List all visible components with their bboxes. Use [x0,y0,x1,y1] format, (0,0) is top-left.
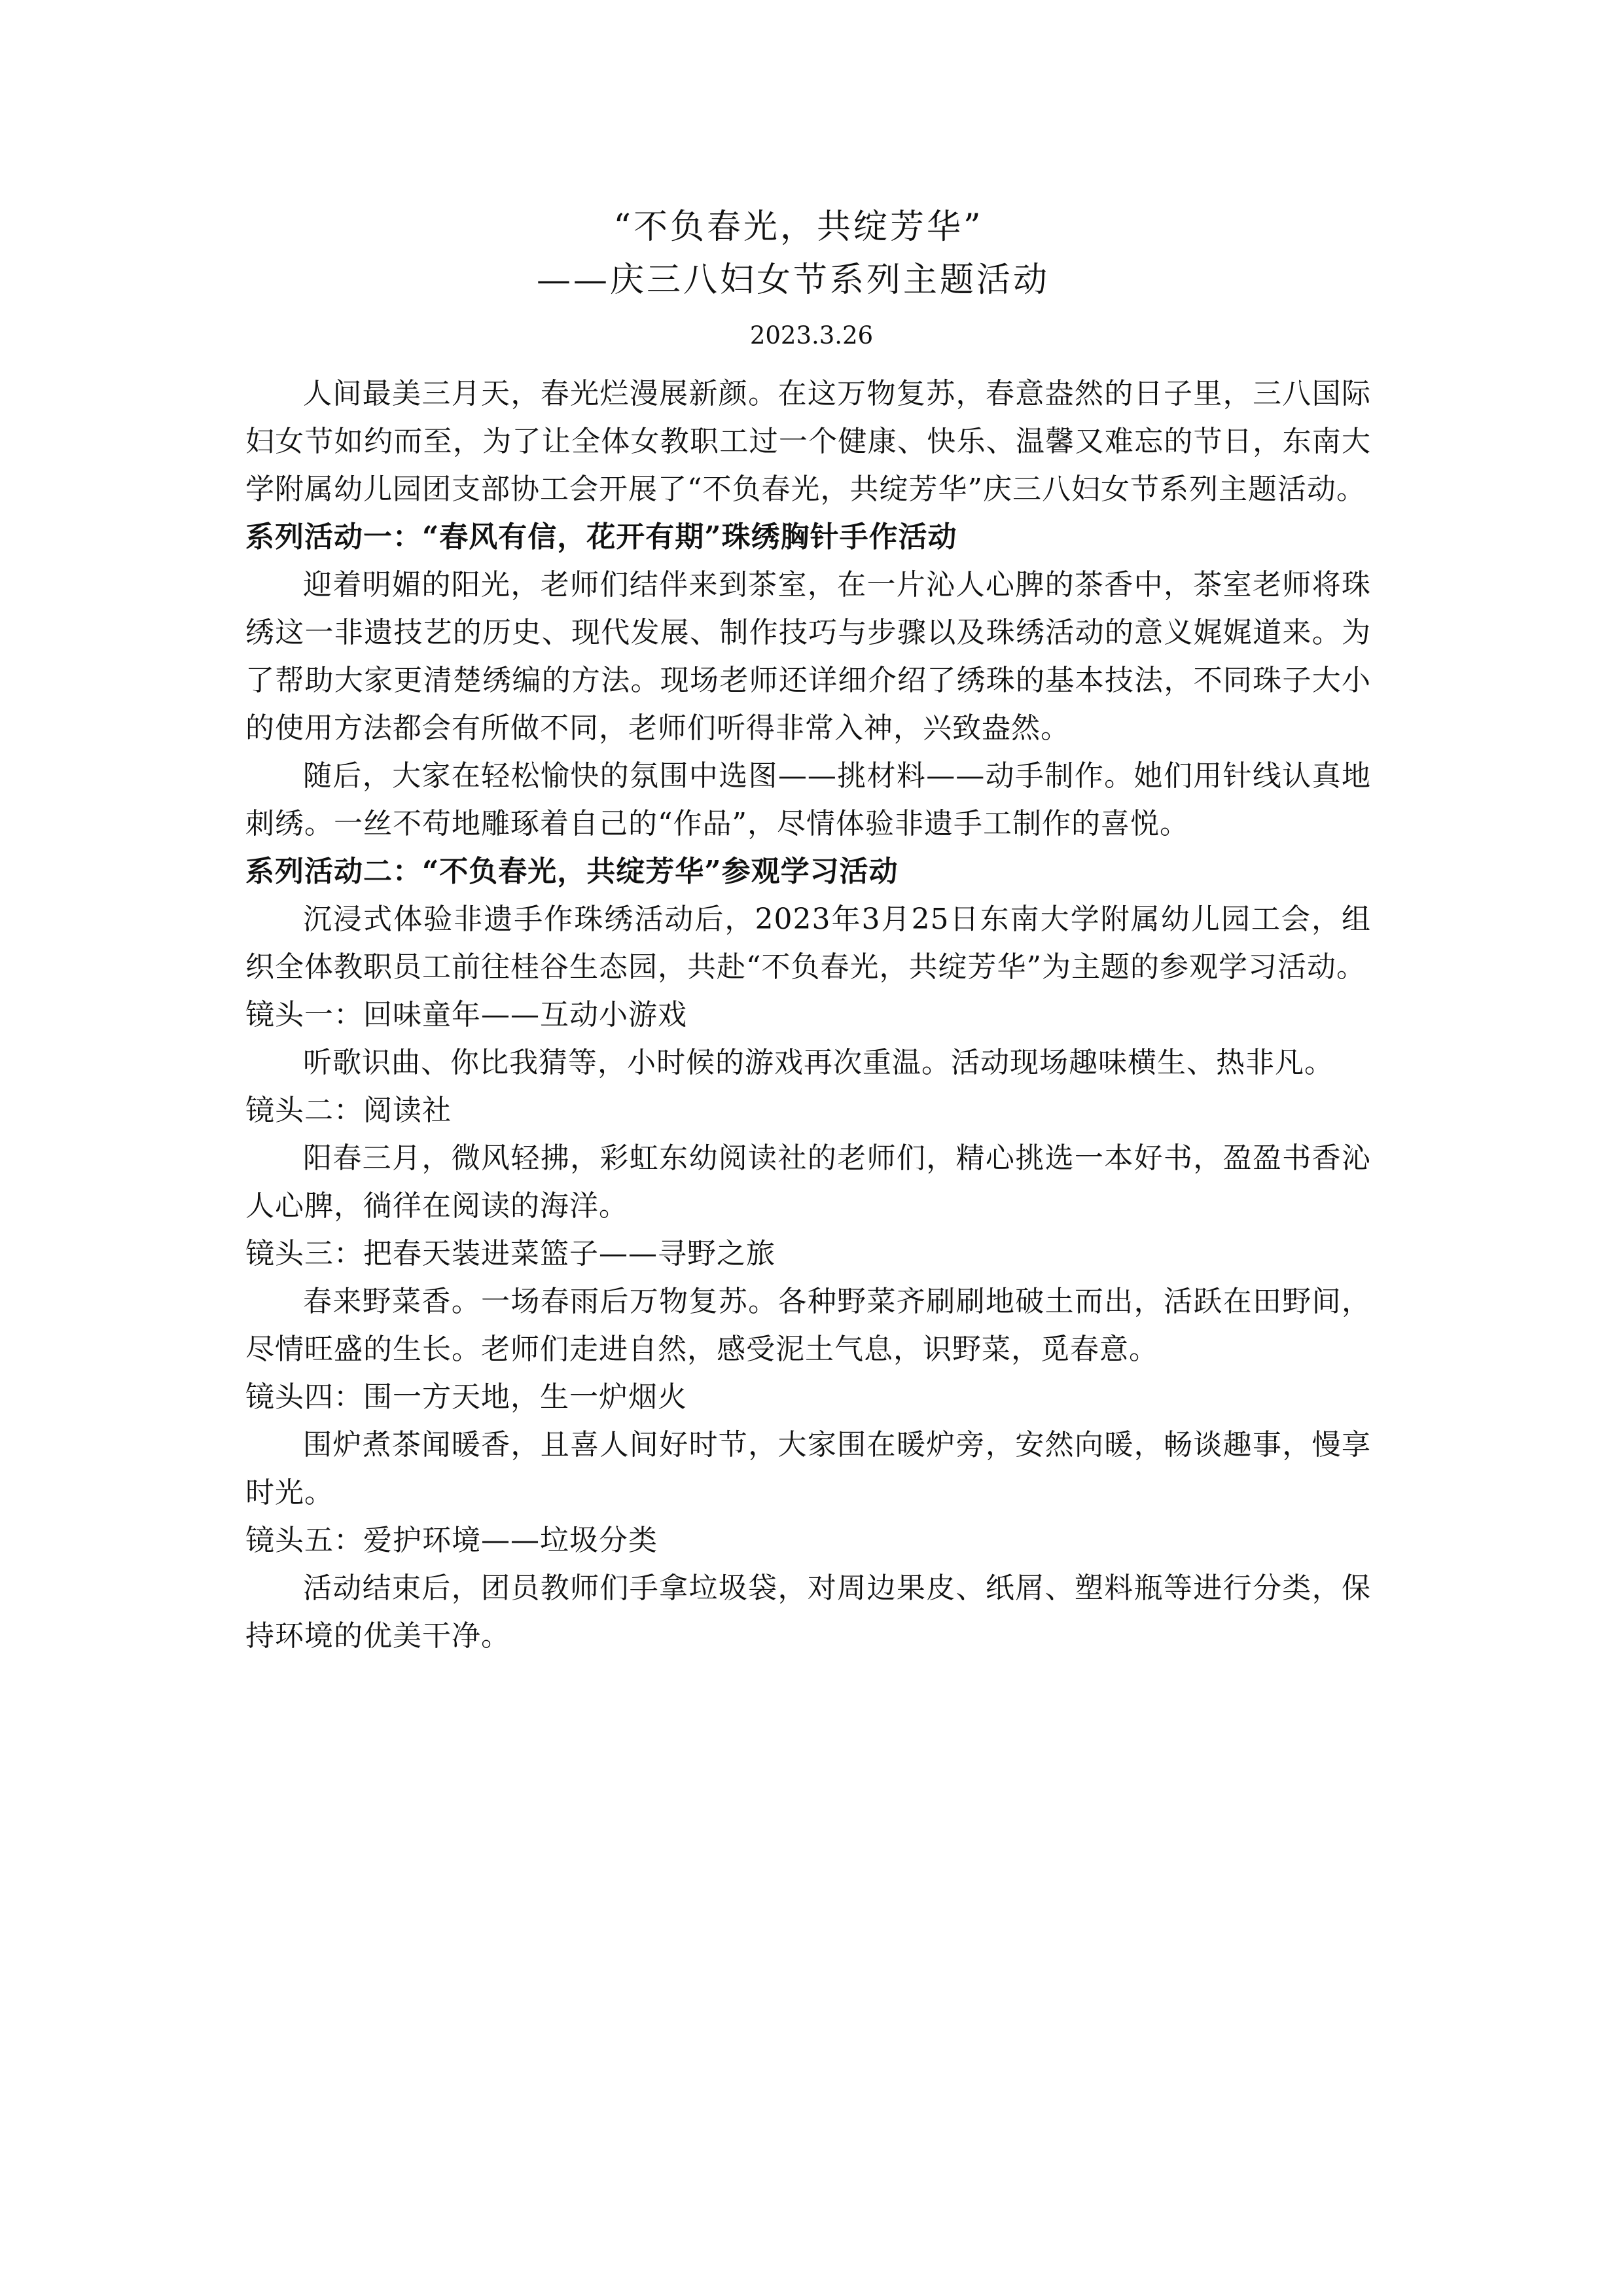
scene-one-heading: 镜头一：回味童年——互动小游戏 [245,998,687,1031]
scene-three-heading: 镜头三：把春天装进菜篮子——寻野之旅 [245,1237,776,1270]
scene-five-text: 活动结束后，团员教师们手拿垃圾袋，对周边果皮、纸屑、塑料瓶等进行分类，保持环境的优美干净。 [245,1571,1371,1653]
scene-four-text: 围炉煮茶闻暖香，且喜人间好时节，大家围在暖炉旁，安然向暖，畅谈趣事，慢享时光。 [245,1428,1371,1509]
document-title: “不负春光，共绽芳华” [613,207,984,247]
document-date: 2023.3.26 [749,321,874,350]
scene-three-text: 春来野菜香。一场春雨后万物复苏。各种野菜齐刷刷地破土而出，活跃在田野间，尽情旺盛的生长。老师们走进自然，感受泥土气息，识野菜，觅春意。 [245,1285,1371,1366]
document-subtitle: ——庆三八妇女节系列主题活动 [537,260,1050,300]
activity-one-paragraph-2: 随后，大家在轻松愉快的氛围中选图——挑材料——动手制作。她们用针线认真地刺绣。一丝不苟地雕琢着自己的“作品”，尽情体验非遗手工制作的喜悦。 [245,759,1371,840]
activity-two-paragraph-1: 沉浸式体验非遗手作珠绣活动后，2023年3月25日东南大学附属幼儿园工会，组织全体教职员工前往桂谷生态园，共赴“不负春光，共绽芳华”为主题的参观学习活动。 [245,903,1371,984]
activity-one-heading: 系列活动一：“春风有信，花开有期”珠绣胸针手作活动 [245,520,957,554]
scene-two-text: 阳春三月，微风轻拂，彩虹东幼阅读社的老师们，精心挑选一本好书，盈盈书香沁人心脾，徜徉在阅读的海洋。 [245,1141,1371,1223]
scene-five-heading: 镜头五：爱护环境——垃圾分类 [245,1524,658,1557]
activity-two-heading: 系列活动二：“不负春光，共绽芳华”参观学习活动 [245,855,899,888]
scene-four-heading: 镜头四：围一方天地，生一炉烟火 [245,1380,687,1414]
activity-one-paragraph-1: 迎着明媚的阳光，老师们结伴来到茶室，在一片沁人心脾的茶香中，茶室老师将珠绣这一非遗技艺的历史、现代发展、制作技巧与步骤以及珠绣活动的意义娓娓道来。为了帮助大家更清楚绣编的方法。现场老师还详细介绍了绣珠的基本技法，不同珠子大小的使用方法都会有所做不同，老师们听得非常入神，兴致盎然。 [245,568,1371,745]
document-body [245,370,1371,1660]
scene-one-text: 听歌识曲、你比我猜等，小时候的游戏再次重温。活动现场趣味横生、热非凡。 [303,1046,1334,1079]
scene-two-heading: 镜头二：阅读社 [245,1094,452,1127]
intro-paragraph: 人间最美三月天，春光烂漫展新颜。在这万物复苏，春意盎然的日子里，三八国际妇女节如约而至，为了让全体女教职工过一个健康、快乐、温馨又难忘的节日，东南大学附属幼儿园团支部协工会开展了“不负春光，共绽芳华”庆三八妇女节系列主题活动。 [245,377,1371,506]
